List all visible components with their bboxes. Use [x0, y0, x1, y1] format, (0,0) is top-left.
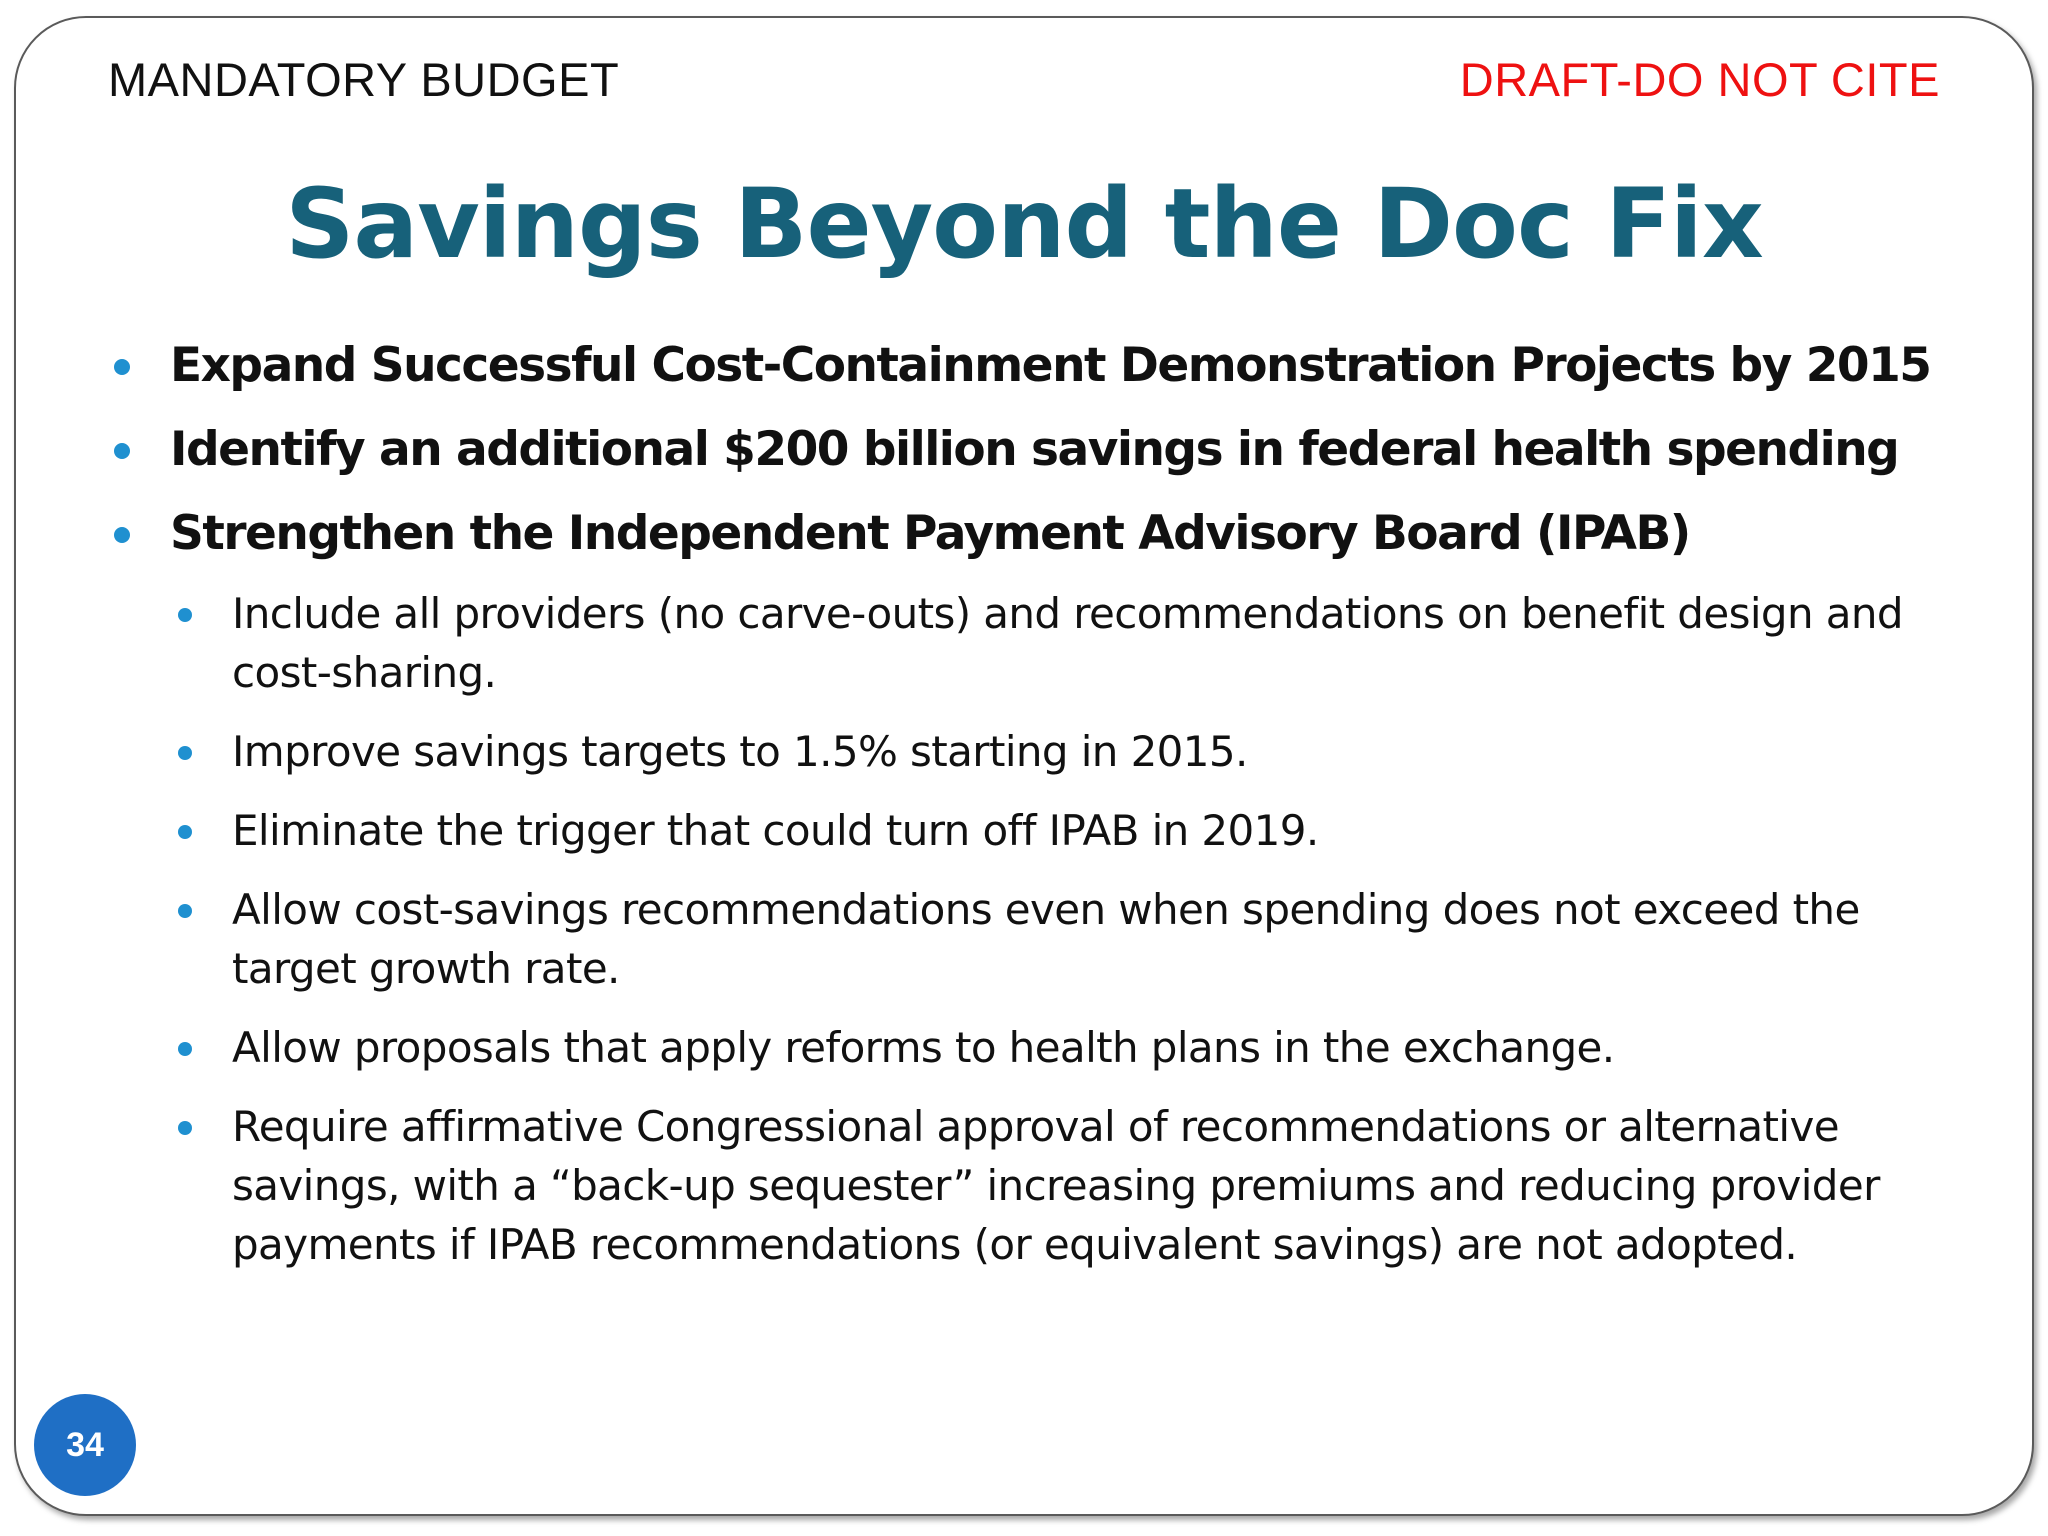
- sub-bullet-list: [106, 584, 1986, 1274]
- sub-bullet-item: Include all providers (no carve-outs) and recommendations on benefit design and cost-sharing.: [170, 584, 1952, 702]
- bullet-item: Expand Successful Cost-Containment Demonstration Projects by 2015: [106, 332, 1986, 400]
- sub-bullet-item: Eliminate the trigger that could turn off IPAB in 2019.: [170, 801, 1952, 860]
- sub-bullet-item: Allow proposals that apply reforms to health plans in the exchange.: [170, 1018, 1952, 1077]
- sub-bullet-item: Require affirmative Congressional approval of recommendations or alternative savings, with a “back-up sequester” increasing premiums and reducing provider payments if IPAB recommendations (or equivalent savings) are not adopted.: [170, 1097, 1952, 1274]
- header-label: MANDATORY BUDGET: [108, 53, 620, 106]
- bullet-item: Strengthen the Independent Payment Advisory Board (IPAB): [106, 500, 1986, 568]
- sub-bullet-item: Allow cost-savings recommendations even when spending does not exceed the target growth rate.: [170, 880, 1952, 998]
- bullet-item: Identify an additional $200 billion savings in federal health spending: [106, 416, 1986, 484]
- slide-title: Savings Beyond the Doc Fix: [285, 168, 1763, 280]
- draft-notice: DRAFT-DO NOT CITE: [1459, 53, 1940, 106]
- page-number-badge: 34: [34, 1394, 136, 1496]
- slide: [14, 16, 2034, 1516]
- bullet-list: [106, 332, 1986, 1294]
- sub-bullet-item: Improve savings targets to 1.5% starting in 2015.: [170, 722, 1952, 781]
